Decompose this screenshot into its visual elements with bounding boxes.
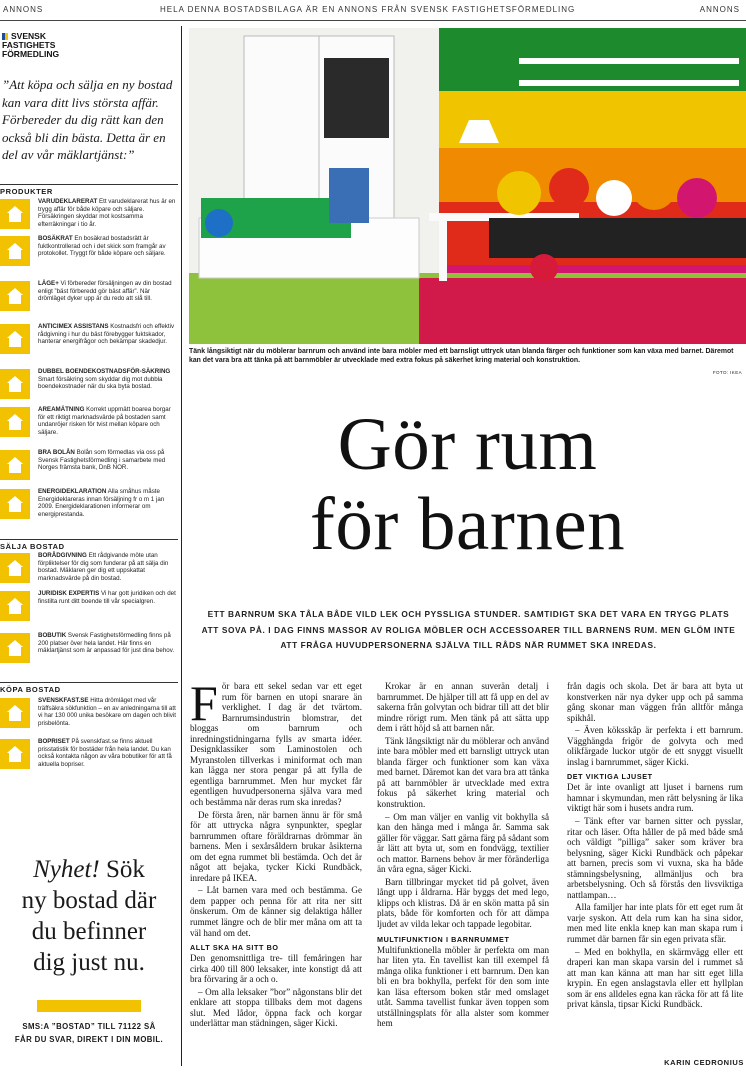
body-paragraph: För bara ett sekel sedan var ett eget rum för barnen en utopi snarare än verklighet. I dag är det tvärtom. Barnrumsindustrin blomstrar, det bloggas om barnrum och inredningstidningarna fylls av smarta idéer. Designklassiker som Laminostolen och Myranstolen tillverkas i miniformat och man kan lägga ner stora pengar på att fylla de egentliga barnrummet. Men hur mycket får egentligen huvudpersonerna själva vara med och bestämma när deras rum ska inredas?: [190, 675, 362, 808]
area-icon: [0, 407, 30, 437]
section-heading-products: PRODUKTER: [0, 184, 178, 196]
body-paragraph: Den genomsnittliga tre- till femåringen har cirka 400 till 800 leksaker, inte konstigt då att bra förvaring är a och o.: [190, 953, 362, 985]
photo-caption: Tänk långsiktigt när du möblerar barnrum och använd inte bara möbler med ett barnsligt uttryck utan blanda färger och funktioner som kan växa med barnet. Däremot kan det vara bra att tänka på att barnmöbler är utvecklade med extra fokus på säkerhet kring material och konstruktion.: [189, 348, 734, 364]
article-column-2: [377, 681, 549, 1031]
bar-chart-icon: [0, 739, 30, 769]
sidebar: [0, 26, 180, 1066]
product-description: AREAMÄTNING Korrekt uppmätt boarea borgar för ett riktigt marknadsvärde på bostaden samt undanröjer risken för tvist mellan köpare och säljare.: [38, 406, 171, 436]
flag-icon: [2, 33, 8, 40]
body-paragraph: – Med en bokhylla, en skärmvägg eller ett draperi kan man skapa varsin del i rummet så att man kan känna att man har sitt eget lilla krypin. En egen anslagstavla eller ett hyllplan som är ens alldeles egna kan räcka för att få lite privat känsla, tipsar Kicki Rundbäck.: [567, 946, 743, 1010]
piggy-bank-icon: [0, 450, 30, 480]
paragraph-icon: [0, 591, 30, 621]
phone-icon: [0, 324, 30, 354]
product-description: DUBBEL BOENDEKOSTNADSFÖR-SÄKRING Smart försäkring som skyddar dig mot dubbla boendekostnader när du ska byta bostad.: [38, 368, 171, 391]
photo-credit: FOTO: IKEA: [712, 370, 742, 375]
house-question-icon: [0, 553, 30, 583]
house-icon: [0, 633, 30, 663]
article-deck: ETT BARNRUM SKA TÅLA BÅDE VILD LEK OCH PYSSLIGA STUNDER. SAMTIDIGT SKA DET VARA EN TRYGG PLATS ATT SOVA PÅ. I DAG FINNS MASSOR AV ROLIGA MÖBLER OCH ACCESSOARER TILL BARNENS RUM. MEN GLÖM INTE ATT FRÅGA HUVUDPERSONERNA SJÄLVA TILL RÅDS NÄR RUMMET SKA INREDAS.: [201, 609, 736, 650]
body-paragraph: – Om man väljer en vanlig vit bokhylla så kan den hänga med i många år. Samma sak gäller för väggar. Satt gärna färg på sådant som är lätt att byta ut, som en fondvägg, textilier och mattor. Barnens behov är mer föränderliga än våra egna, säger Kicki.: [377, 811, 549, 875]
ad-sms-text: SMS:A ”BOSTAD” TILL 71122 SÅ FÅR DU SVAR, DIREKT I DIN MOBIL.: [14, 1022, 164, 1044]
section-heading-buy: KÖPA BOSTAD: [0, 682, 178, 694]
energy-house-icon: [0, 489, 30, 519]
body-paragraph: från dagis och skola. Det är bara att byta ut konstverken när nya dyker upp och på samma gång skonar man väggen från alltför många spikhål.: [567, 681, 743, 723]
body-paragraph: – Om alla leksaker ”bor” någonstans blir det enklare att stoppa tillbaks dem mot dagens slut. Med lådor, öppna fack och korgar underlättar man städningen, säger Kicki.: [190, 986, 362, 1029]
article-headline: Gör rum för barnen: [309, 403, 626, 566]
product-description: BOPRISET På svenskfast.se finns aktuell prisstatistik för bostäder från hela landet. Du kan också kontakta någon av våra bobutiker för att få aktuella bopriser.: [38, 738, 172, 768]
product-description: BRA BOLÅN Bolån som förmedlas via oss på Svensk Fastighetsförmedling i samarbete med Norges främsta bank, DnB NOR.: [38, 449, 166, 472]
body-paragraph: Det är inte ovanligt att ljuset i barnens rum hamnar i skymundan, men rätt belysning är lika viktigt här som i husets andra rum.: [567, 782, 743, 814]
document-icon: [0, 236, 30, 266]
plus-icon: [0, 281, 30, 311]
product-description: BOSÄKRAT En bosäkrad bostadsrätt är fuktkontrollerad och i det skick som framgår av protokollet. Tryggt för både köpare och säljare.: [38, 235, 166, 258]
header-center-label: HELA DENNA BOSTADSBILAGA ÄR EN ANNONS FRÅN SVENSK FASTIGHETSFÖRMEDLING: [160, 5, 576, 14]
body-paragraph: Alla familjer har inte plats för ett eget rum åt varje syskon. Att dela rum kan ha sina sidor, men med lite enkla knep kan man skapa rum i rummet där barnen får sin egen privata sfär.: [567, 902, 743, 945]
body-paragraph: Barn tillbringar mycket tid på golvet, även långt upp i åldrarna. Här byggs det med lego, klipps och klistras. Då är en skön matta på sin plats, både för komforten och för att dämpa ljudet av vilda lekar och tappade legobitar.: [377, 876, 549, 930]
body-paragraph: – Tänk efter var barnen sitter och pysslar, ritar och läser. Ofta håller de på med både små och väldigt ”pilliga” saker som kräver bra belysning, säger Kicki Rundbäck och påpekar att barnen, precis som vi vuxna, ska ha både stämningsbelysning, allmänljus och bra arbetsbelysning. Och så förstås den livsviktiga nattlampan…: [567, 816, 743, 900]
product-description: BOBUTIK Svensk Fastighetsförmedling finns på 200 platser över hela landet. Här finns en mäklartjänst som är anpassad för just dina behov.: [38, 632, 175, 655]
sms-ad: [0, 854, 178, 1046]
body-paragraph: – Låt barnen vara med och bestämma. Ge dem papper och penna för att rita ner sitt önskerum. Om de känner sig delaktiga håller rummet längre och de blir mer måna om att ta väl hand om det.: [190, 885, 362, 938]
article-column-1: [190, 675, 362, 1031]
laptop-icon: [0, 698, 30, 728]
company-logo: SVENSK FASTIGHETS FÖRMEDLING: [2, 31, 60, 59]
header-left-label: ANNONS: [3, 5, 44, 14]
product-description: ANTICIMEX ASSISTANS Kostnadsfri och effektiv rådgivning i hur du bäst förebygger fuktskador, hanterar energifrågor och bekämpar skadedjur.: [38, 323, 175, 346]
sidebar-quote: ”Att köpa och sälja en ny bostad kan vara ditt livs största affär. Förbereder du dig rätt kan den också bli din bästa. Detta är en del av vår mäklartjänst:”: [2, 77, 173, 162]
house-double-icon: [0, 369, 30, 399]
article-column-3: [567, 681, 743, 1012]
drop-cap: F: [190, 675, 218, 731]
product-description: SVENSKFAST.SE Hitta drömläget med vår träffsäkra sökfunktion – en av anledningarna till att vi har 130 000 unika besökare om dagen och blivit prisbelönta.: [38, 697, 176, 727]
house-icon: [0, 199, 30, 229]
body-paragraph: Multifunktionella möbler är perfekta om man har liten yta. En tavellist kan till exempel få många olika funktioner i ett barnrum. Den kan bli en bra bokhylla, perfekt för den som inte kan läsa eftersom boken står med omslaget utåt. Samma tavellist funkar även toppen som utställningsplats för alla alster som kommer hem: [377, 944, 549, 1029]
article-byline: KARIN CEDRONIUS: [664, 1058, 744, 1067]
room-photo: [189, 28, 746, 344]
body-paragraph: Krokar är en annan suverän detalj i barnrummet. De hjälper till att få upp en del av sakerna från golvytan och bidrar till att det blir mindre rörigt rum. Men tänk på att sätta upp dem i rätt höjd så att barnen når.: [377, 681, 549, 734]
subheading: MULTIFUNKTION I BARNRUMMET: [377, 934, 510, 944]
product-description: VARUDEKLARERAT Ett varudeklarerat hus är en trygg affär för både köpare och säljare. Försäkringen skyddar mot kostsamma efterräkningar i tio år.: [38, 198, 176, 228]
header-right-label: ANNONS: [699, 5, 740, 14]
body-paragraph: Tänk långsiktigt när du möblerar och använd inte bara möbler med ett barnsligt uttryck utan blanda färger och funktioner som kan växa med barnet. Däremot kan det vara bra att tänka på att barnmöbler är utvecklade med extra fokus på säkerhet kring material och konstruktion.: [377, 735, 549, 810]
ad-accent-bar: [37, 1000, 141, 1012]
body-paragraph: De första åren, när barnen ännu är för små för att uttrycka några synpunkter, speglar barnrummen oftare föräldrarnas drömmar än barnens. Men i sexårsåldern brukar åsikterna om det egna rummet bli bestämda. Och det är något att bejaka, tycker Kicki Rundbäck, inredare på IKEA.: [190, 809, 362, 883]
product-description: ENERGIDEKLARATION Alla småhus måste Energideklareras innan försäljning fr o m 1 jan 2009. Energideklarationen informerar om energiprestanda.: [38, 488, 165, 518]
product-description: JURIDISK EXPERTIS Vi har gott juridiken och det finstilta runt ditt boende till vår specialgren.: [38, 590, 176, 605]
product-description: BORÅDGIVNING Ett rådgivande möte utan förpliktelser för dig som funderar på att sälja din bostad. Mäklaren ger dig ett uppskattat marknadsvärde på din bostad.: [38, 552, 169, 582]
ad-headline: Nyhet! Sök ny bostad där du befinner dig just nu.: [21, 856, 157, 976]
section-heading-sell: SÄLJA BOSTAD: [0, 539, 178, 551]
body-paragraph: – Även köksskåp är perfekta i ett barnrum. Vägghängda frigör de golvyta och med olikfärgade luckor utgör de ett snyggt visuellt inslag i barnrummet, säger Kicki.: [567, 725, 743, 767]
top-divider: [0, 20, 746, 21]
product-description: LÄGE+ Vi förbereder försäljningen av din bostad enligt ”bäst förberedd gör bäst affär”. När drömläget dyker upp är du redo att slå till.: [38, 280, 172, 303]
subheading: ALLT SKA HA SITT BO: [190, 943, 279, 953]
subheading: DET VIKTIGA LJUSET: [567, 772, 653, 782]
top-bar: [0, 0, 746, 20]
sidebar-divider: [181, 26, 182, 1066]
